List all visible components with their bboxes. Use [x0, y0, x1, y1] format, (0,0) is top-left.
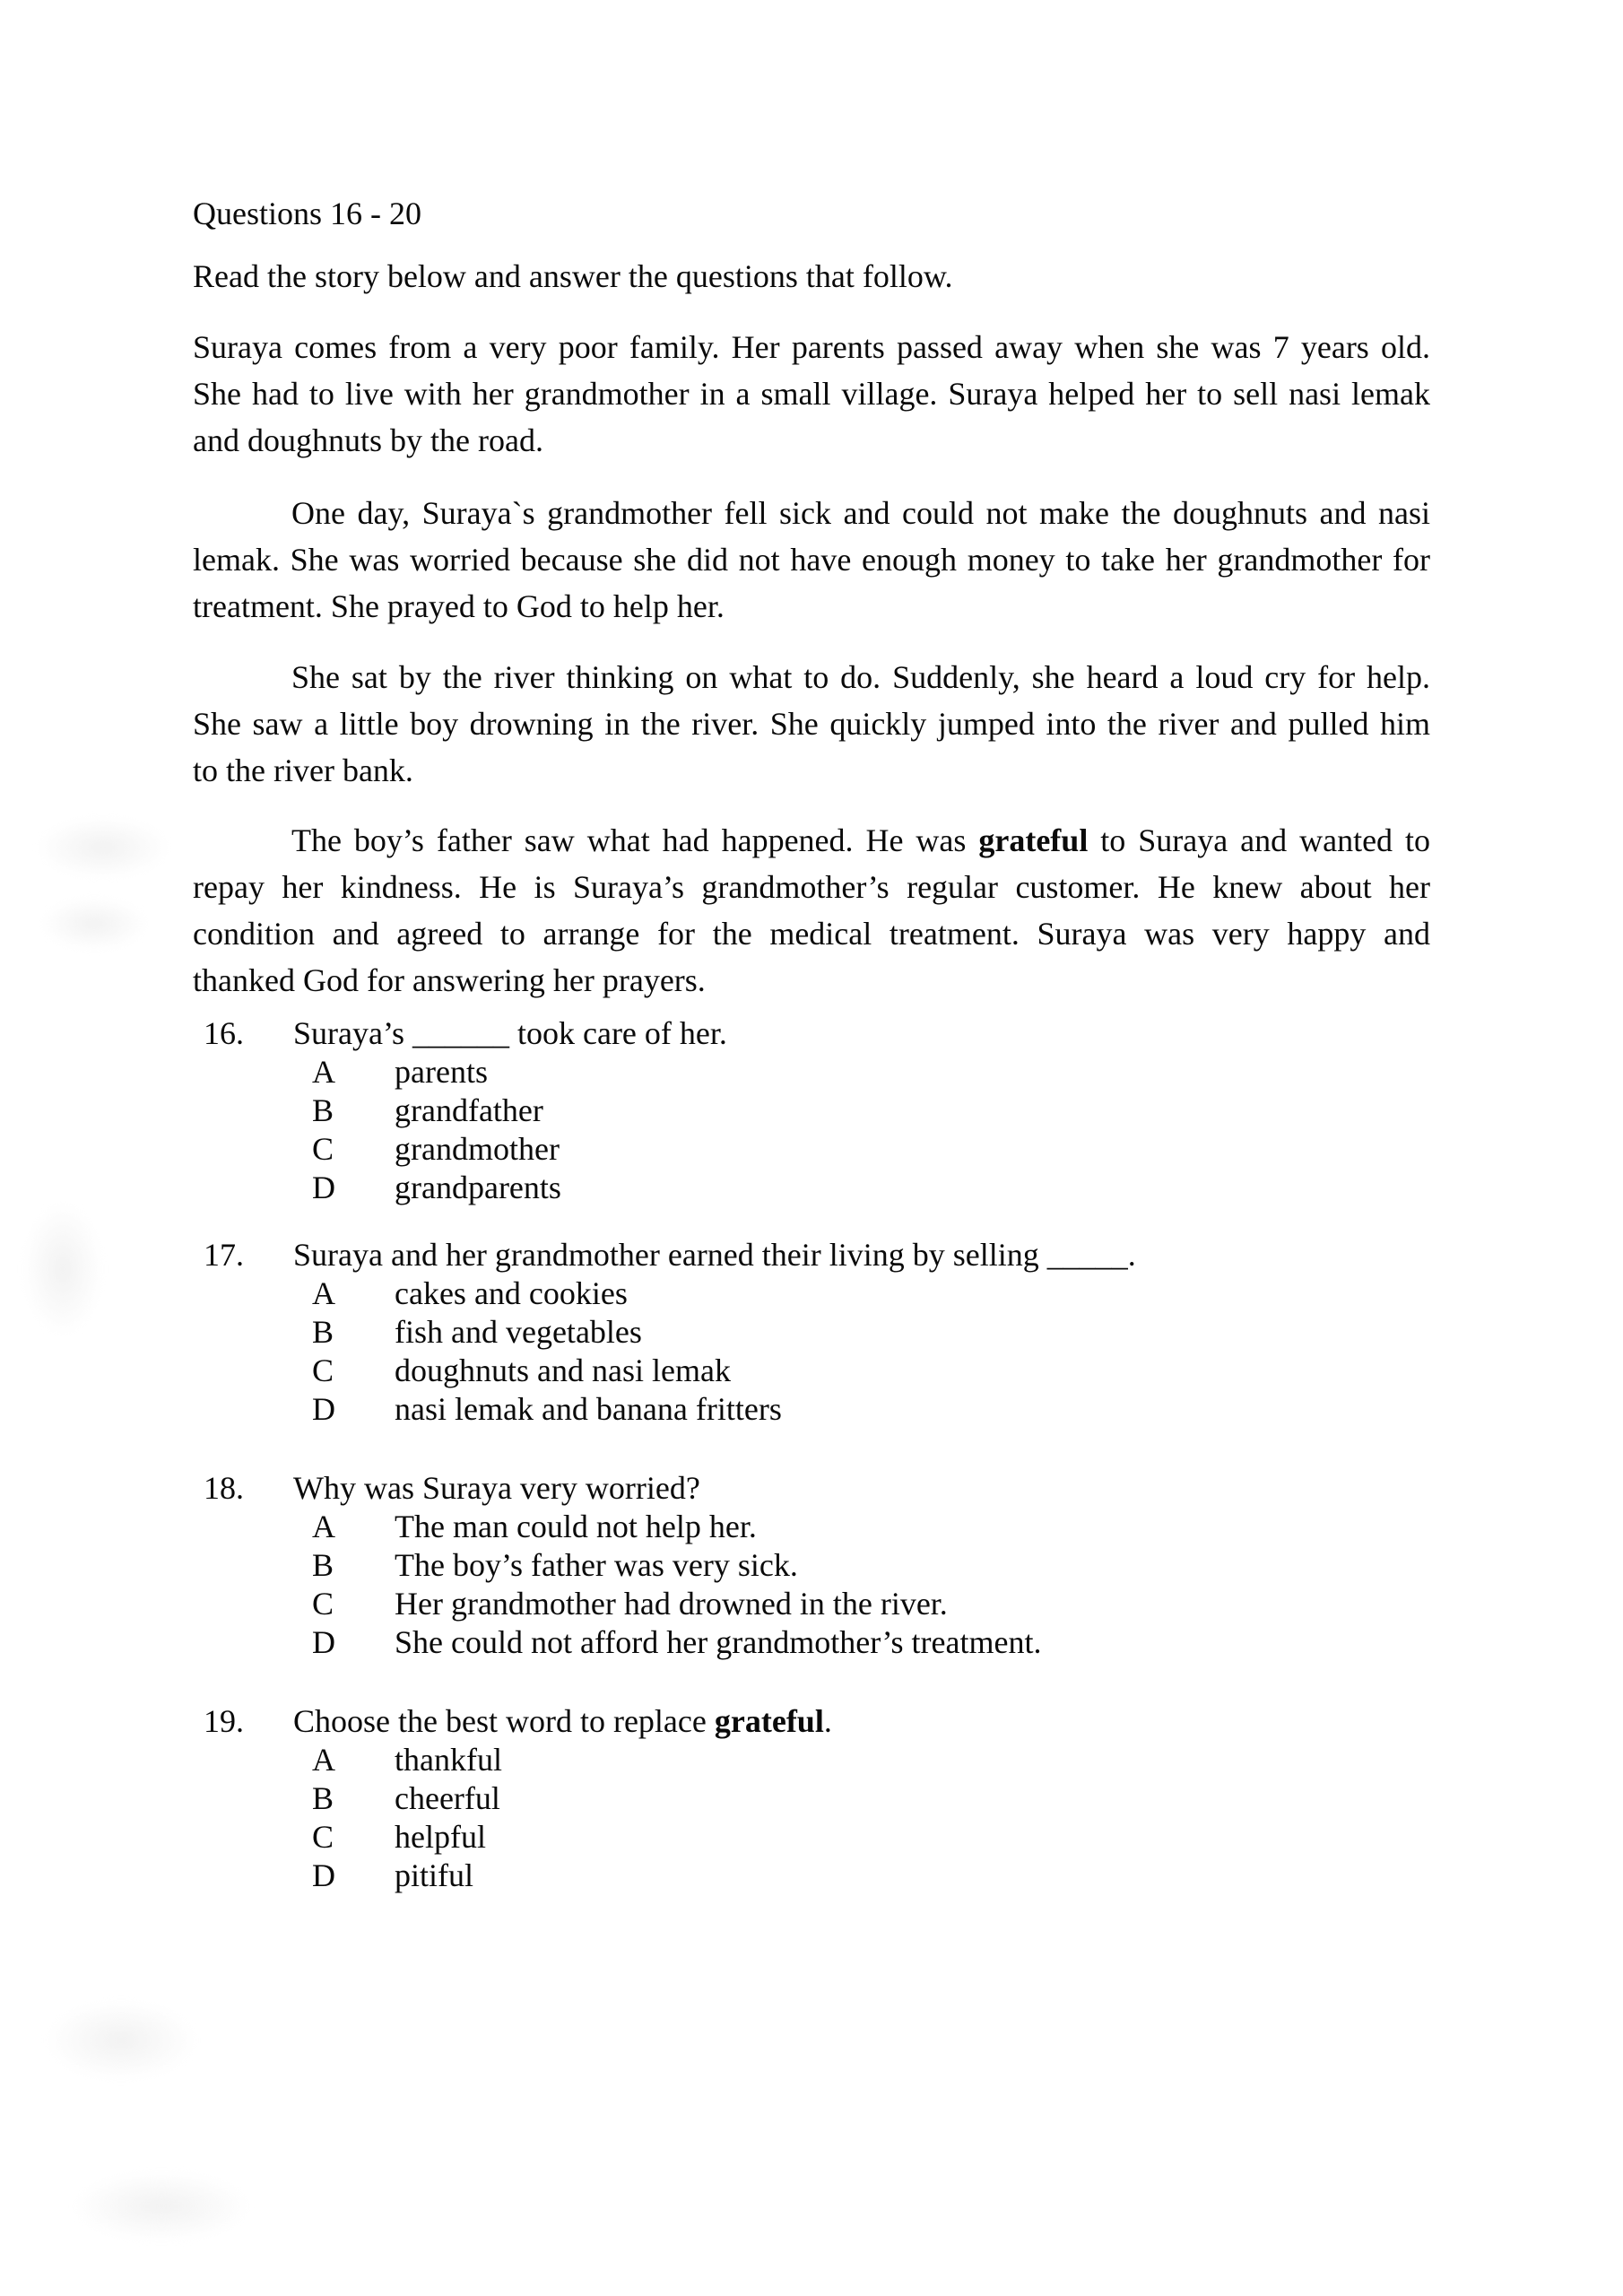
option-row-b [193, 1546, 1430, 1585]
option-row-a [193, 1053, 1430, 1091]
passage-text-segment: The boy’s father saw what had happened. He was [291, 822, 979, 858]
option-text: She could not afford her grandmother’s treatment. [395, 1624, 1042, 1660]
passage-paragraph-1 [193, 324, 1430, 464]
option-row-b [193, 1779, 1430, 1818]
option-text: pitiful [395, 1857, 473, 1893]
question-stem [293, 1014, 1430, 1053]
option-row-c [193, 1818, 1430, 1857]
option-letter: C [312, 1586, 334, 1622]
section-title: Questions 16 - 20 [193, 196, 421, 231]
scan-artifact [36, 816, 170, 879]
option-text: helpful [395, 1819, 486, 1855]
option-row-d [193, 1623, 1430, 1662]
question-19 [193, 1702, 1430, 1895]
option-letter: D [312, 1624, 335, 1660]
passage-line: She saw a little boy drowning in the river. She quickly jumped into the river and pulled him [193, 706, 1430, 742]
option-letter: A [312, 1275, 335, 1311]
option-text: nasi lemak and banana fritters [395, 1391, 782, 1427]
option-row-c [193, 1585, 1430, 1623]
question-stem-row [193, 1469, 1430, 1508]
passage-line: thanked God for answering her prayers. [193, 962, 706, 998]
option-letter: C [312, 1819, 334, 1855]
stem-text: Suraya’s ______ took care of her. [293, 1015, 727, 1051]
option-text: The boy’s father was very sick. [395, 1547, 798, 1583]
option-text: parents [395, 1054, 488, 1090]
question-17 [193, 1236, 1430, 1429]
option-row-a [193, 1508, 1430, 1546]
passage-line: lemak. She was worried because she did not have enough money to take her grandmother for [193, 542, 1430, 578]
highlighted-word-grateful: grateful [978, 822, 1089, 858]
question-number: 18. [204, 1470, 244, 1506]
option-text: doughnuts and nasi lemak [395, 1352, 731, 1388]
question-stem-row [193, 1702, 1430, 1741]
option-row-a [193, 1274, 1430, 1313]
option-letter: B [312, 1780, 334, 1816]
option-text: fish and vegetables [395, 1314, 642, 1350]
option-letter: D [312, 1170, 335, 1205]
stem-text: Choose the best word to replace [293, 1703, 715, 1739]
scan-artifact [45, 2000, 197, 2081]
option-letter: A [312, 1509, 335, 1544]
question-number: 17. [204, 1237, 244, 1273]
option-text: Her grandmother had drowned in the river. [395, 1586, 948, 1622]
passage-line: She sat by the river thinking on what to do. Suddenly, she heard a loud cry for help. [291, 659, 1430, 695]
passage-line: condition and agreed to arrange for the medical treatment. Suraya was very happy and [193, 916, 1430, 952]
option-row-b [193, 1313, 1430, 1352]
stem-text: . [823, 1703, 832, 1739]
question-stem [293, 1236, 1430, 1274]
option-row-c [193, 1130, 1430, 1169]
stem-text: Suraya and her grandmother earned their living by selling _____. [293, 1237, 1136, 1273]
scan-artifact [72, 2170, 251, 2242]
instruction-text: Read the story below and answer the questions that follow. [193, 258, 953, 294]
passage-line: repay her kindness. He is Suraya’s grandmother’s regular customer. He knew about her [193, 869, 1430, 905]
passage-line: She had to live with her grandmother in a small village. Suraya helped her to sell nasi lemak [193, 376, 1430, 412]
option-letter: D [312, 1857, 335, 1893]
option-text: cakes and cookies [395, 1275, 628, 1311]
option-text: grandmother [395, 1131, 560, 1167]
option-text: thankful [395, 1742, 502, 1778]
option-row-d [193, 1169, 1430, 1207]
option-text: grandfather [395, 1092, 543, 1128]
option-row-c [193, 1352, 1430, 1390]
option-letter: D [312, 1391, 335, 1427]
option-letter: C [312, 1131, 334, 1167]
scan-artifact [40, 897, 148, 951]
question-stem-row [193, 1014, 1430, 1053]
passage-text-segment: to Suraya and wanted to [1088, 822, 1431, 858]
passage-line [193, 817, 1430, 864]
option-text: cheerful [395, 1780, 500, 1816]
passage-line: Suraya comes from a very poor family. Her parents passed away when she was 7 years old. [193, 329, 1430, 365]
question-number: 16. [204, 1015, 244, 1051]
question-16 [193, 1014, 1430, 1207]
option-row-b [193, 1091, 1430, 1130]
option-row-d [193, 1857, 1430, 1895]
option-letter: C [312, 1352, 334, 1388]
passage-paragraph-3 [193, 654, 1430, 794]
question-stem [293, 1702, 1430, 1741]
question-18 [193, 1469, 1430, 1662]
option-letter: A [312, 1742, 335, 1778]
option-text: grandparents [395, 1170, 561, 1205]
question-stem-row [193, 1236, 1430, 1274]
question-stem [293, 1469, 1430, 1508]
option-row-a [193, 1741, 1430, 1779]
passage-line: to the river bank. [193, 752, 413, 788]
option-letter: B [312, 1092, 334, 1128]
stem-text: Why was Suraya very worried? [293, 1470, 700, 1506]
passage-paragraph-4 [193, 817, 1430, 1004]
passage-paragraph-2 [193, 490, 1430, 630]
option-letter: B [312, 1314, 334, 1350]
stem-bold-text: grateful [714, 1703, 824, 1739]
passage-line: and doughnuts by the road. [193, 422, 543, 458]
passage-line: One day, Suraya`s grandmother fell sick and could not make the doughnuts and nasi [291, 495, 1430, 531]
option-text: The man could not help her. [395, 1509, 757, 1544]
option-letter: A [312, 1054, 335, 1090]
passage-line: treatment. She prayed to God to help her. [193, 588, 725, 624]
option-letter: B [312, 1547, 334, 1583]
scan-artifact [22, 1202, 103, 1336]
question-number: 19. [204, 1703, 244, 1739]
option-row-d [193, 1390, 1430, 1429]
